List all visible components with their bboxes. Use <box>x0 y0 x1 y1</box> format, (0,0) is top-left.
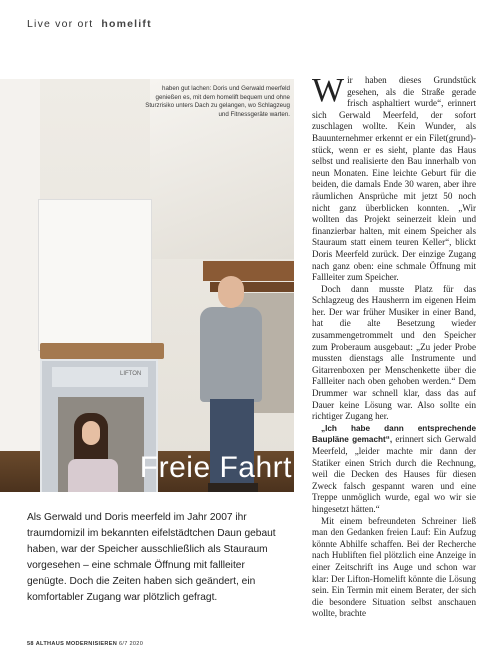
page-footer <box>27 641 143 647</box>
magazine-name: ALTHAUS MODERNISIEREN <box>35 641 118 647</box>
article-body <box>312 72 476 620</box>
body-paragraph-1: Wir haben dieses Grundstück gesehen, als die Straße gerade frisch asphaltiert wurde“, erinnert sich Gerwald Meerfeld, der sofort zuschlagen wollte. Kein Wunder, als Bauunternehmer erkennt er ein Filet(grund)-stück, wenn er es sieht, plante das Haus selbst und realisierte den Bau innerhalb von neun Monaten. Eine leichte Geburt für die beiden, die damals Ende 30 waren, aber ihre räumlichen Ansprüche mit jetzt 50 noch nicht ganz überblicken konnten. „Wir wollten das Projekt seinerzeit klein und finanzierbar halten, mit einem Speicher als Stauraum statt einem teuren Keller“, blickt Doris Meerfeld zurück. Der einzige Zugang nach ganz oben: eine schmale Öffnung mit Fallleiter zum Speicher. <box>312 72 476 283</box>
man-figure <box>200 307 262 402</box>
body-paragraph-4: Mit einem befreundeten Schreiner ließ man den Gedanken freien Lauf: Ein Aufzug könnte Abhilfe schaffen. Bei der Recherche nach Hubliften fiel plötzlich eine Anzeige in einer Zeitschrift ins Auge und schon war klar: Der Lifton-Homelift könnte die Lösung sein. Ein Termin mit einem Berater, der sich die besondere Situation selbst anschauen wollte, brachte <box>312 515 476 619</box>
photo-caption: haben gut lachen: Doris und Gerwald meerfeld genießen es, mit dem homelift bequem und ohne Sturzrisiko unters Dach zu gelangen, wo Schlagzeug und Fitnessgeräte warten. <box>145 85 290 118</box>
lift-brand-logo: LIFTON <box>120 371 142 377</box>
article-headline: Freie Fahrt <box>139 451 292 484</box>
article-lead: Als Gerwald und Doris meerfeld im Jahr 2007 ihr traumdomizil im bekannten eifelstädtchen Daun gebaut haben, war der Speicher ausschließlich als Stauraum vorgesehen – eine schmale Öffnung mit fallleiter genügte. Doch die Zeiten haben sich geändert, ein komfortabler Zugang war plötzlich gefragt. <box>27 512 276 603</box>
section-label: Live vor ort <box>27 18 94 30</box>
page-number: 58 <box>27 641 34 647</box>
body-paragraph-3: „Ich habe dann entsprechende Baupläne gemacht“, erinnert sich Gerwald Meerfeld, „leider machte mir dann der Statiker einen Strich durch die Rechnung, weil die Decken des Hauses für diesen Zweck falsch gespannt waren und eine Treppe unmöglich wurde, egal wo wir sie hingesetzt hätten.“ <box>312 423 476 514</box>
page-header <box>27 18 152 30</box>
body-paragraph-2: Doch dann musste Platz für das Schlagzeug des Hausherrn im eigenen Heim her. Der war früher Musiker in einer Band, hat die alte Besetzung wieder zusammengetrommelt und den Speicher zum Proberaum ausgebaut: „Zu jeder Probe mussten dienstags alle Instrumente und Gitarrenboxen per Menschenkette über die Fallleiter nach oben gehoben werden.“ Dem Drummer war schnell klar, dass das auf Dauer keine Lösung war. Also sollte ein richtiger Zugang her. <box>312 283 476 422</box>
feature-photo <box>0 79 294 492</box>
issue-number: 6/7 2020 <box>118 641 144 647</box>
woman-figure <box>82 421 100 445</box>
drop-cap: W <box>312 72 345 109</box>
topic-label: homelift <box>101 18 152 30</box>
